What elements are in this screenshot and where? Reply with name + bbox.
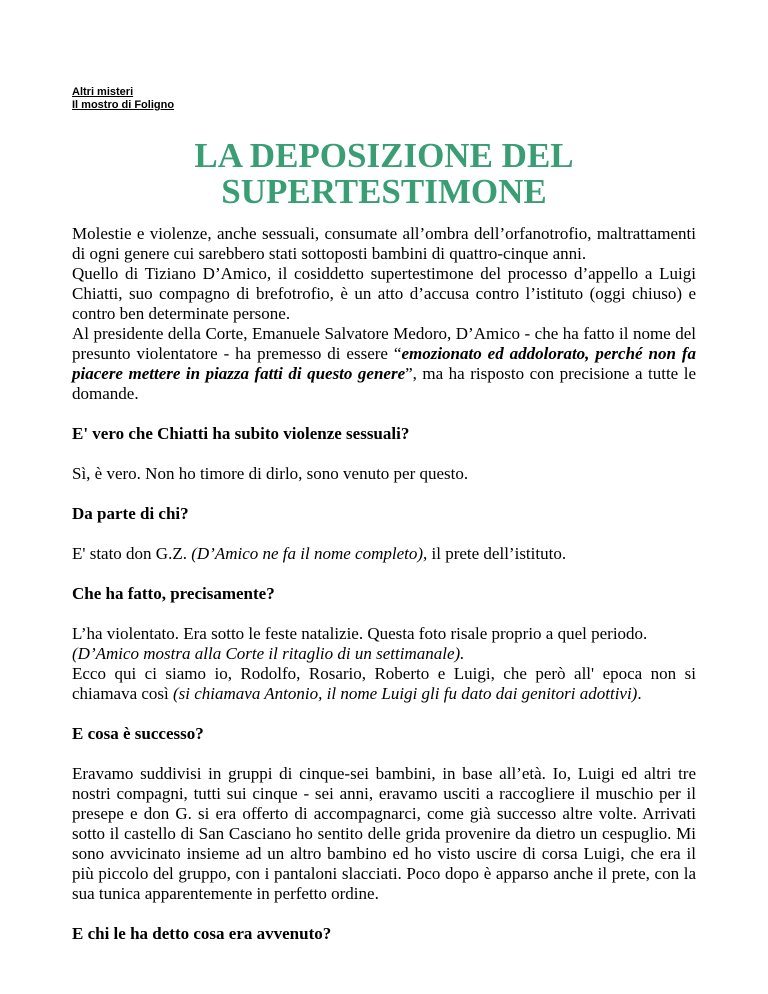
breadcrumb-link-altri-misteri[interactable]: Altri misteri: [72, 86, 134, 98]
question-1: E' vero che Chiatti ha subito violenze sessuali?: [72, 424, 410, 443]
page-title-line-2: SUPERTESTIMONE: [221, 172, 547, 211]
breadcrumb-link-mostro-di-foligno[interactable]: Il mostro di Foligno: [72, 99, 175, 111]
intro-paragraph-3: [72, 324, 696, 404]
intro-paragraph-2: Quello di Tiziano D’Amico, il cosiddetto supertestimone del processo d’appello a Luigi Chiatti, suo compagno di brefotrofio, è un atto d’accusa contro l’istituto (oggi chiuso) e contro ben determinate persone.: [72, 264, 696, 323]
intro-paragraph-1: Molestie e violenze, anche sessuali, consumate all’ombra dell’orfanotrofio, maltrattamenti di ogni genere cui sarebbero stati sottoposti bambini di quattro-cinque anni.: [72, 224, 696, 263]
answer-2-note: (D’Amico ne fa il nome completo): [191, 544, 424, 563]
question-2: Da parte di chi?: [72, 504, 189, 523]
answer-3-line-3-end: .: [637, 684, 642, 703]
question-4: E cosa è successo?: [72, 724, 204, 743]
page-title-line-1: LA DEPOSIZIONE DEL: [194, 136, 574, 175]
question-3: Che ha fatto, precisamente?: [72, 584, 275, 603]
answer-3-note: (D’Amico mostra alla Corte il ritaglio di un settimanale).: [72, 644, 465, 663]
page-title: [72, 138, 696, 210]
intro-paragraph-3-end: ”, ma ha risposto con precisione a tutte le domande.: [72, 364, 696, 403]
answer-3-line-1: L’ha violentato. Era sotto le feste natalizie. Questa foto risale proprio a quel periodo.: [72, 624, 648, 643]
intro-paragraph-3-start: Al presidente della Corte, Emanuele Salvatore Medoro, D’Amico - che ha fatto il nome del presunto violentatore - ha premesso di essere “: [72, 324, 696, 363]
breadcrumb: [72, 86, 696, 112]
answer-2-start: E' stato don G.Z.: [72, 544, 192, 563]
intro-quote: emozionato ed addolorato, perché non fa piacere mettere in piazza fatti di questo genere: [72, 344, 696, 383]
answer-3-line-3: [72, 664, 696, 704]
answer-4: Eravamo suddivisi in gruppi di cinque-sei bambini, in base all’età. Io, Luigi ed altri tre nostri compagni, tutti sui cinque - sei anni, eravamo usciti a raccogliere il muschio per il presepe e don G. si era offerto di accompagnarci, come già successo altre volte. Arrivati sotto il castello di San Casciano ho sentito delle grida provenire da dietro un cespuglio. Mi sono avvicinato insieme ad un altro bambino ed ho visto uscire di corsa Luigi, che era il più piccolo del gruppo, con i pantaloni slacciati. Poco dopo è apparso anche il prete, con la sua tunica apparentemente in perfetto ordine.: [72, 764, 696, 903]
answer-2: [72, 544, 696, 564]
answer-3-line-3-start: Ecco qui ci siamo io, Rodolfo, Rosario, Roberto e Luigi, che però all' epoca non si chiamava così: [72, 664, 696, 703]
answer-1: Sì, è vero. Non ho timore di dirlo, sono venuto per questo.: [72, 464, 469, 483]
question-5: E chi le ha detto cosa era avvenuto?: [72, 924, 332, 943]
answer-2-end: , il prete dell’istituto.: [423, 544, 567, 563]
answer-3-line-3-note: (si chiamava Antonio, il nome Luigi gli fu dato dai genitori adottivi): [173, 684, 638, 703]
